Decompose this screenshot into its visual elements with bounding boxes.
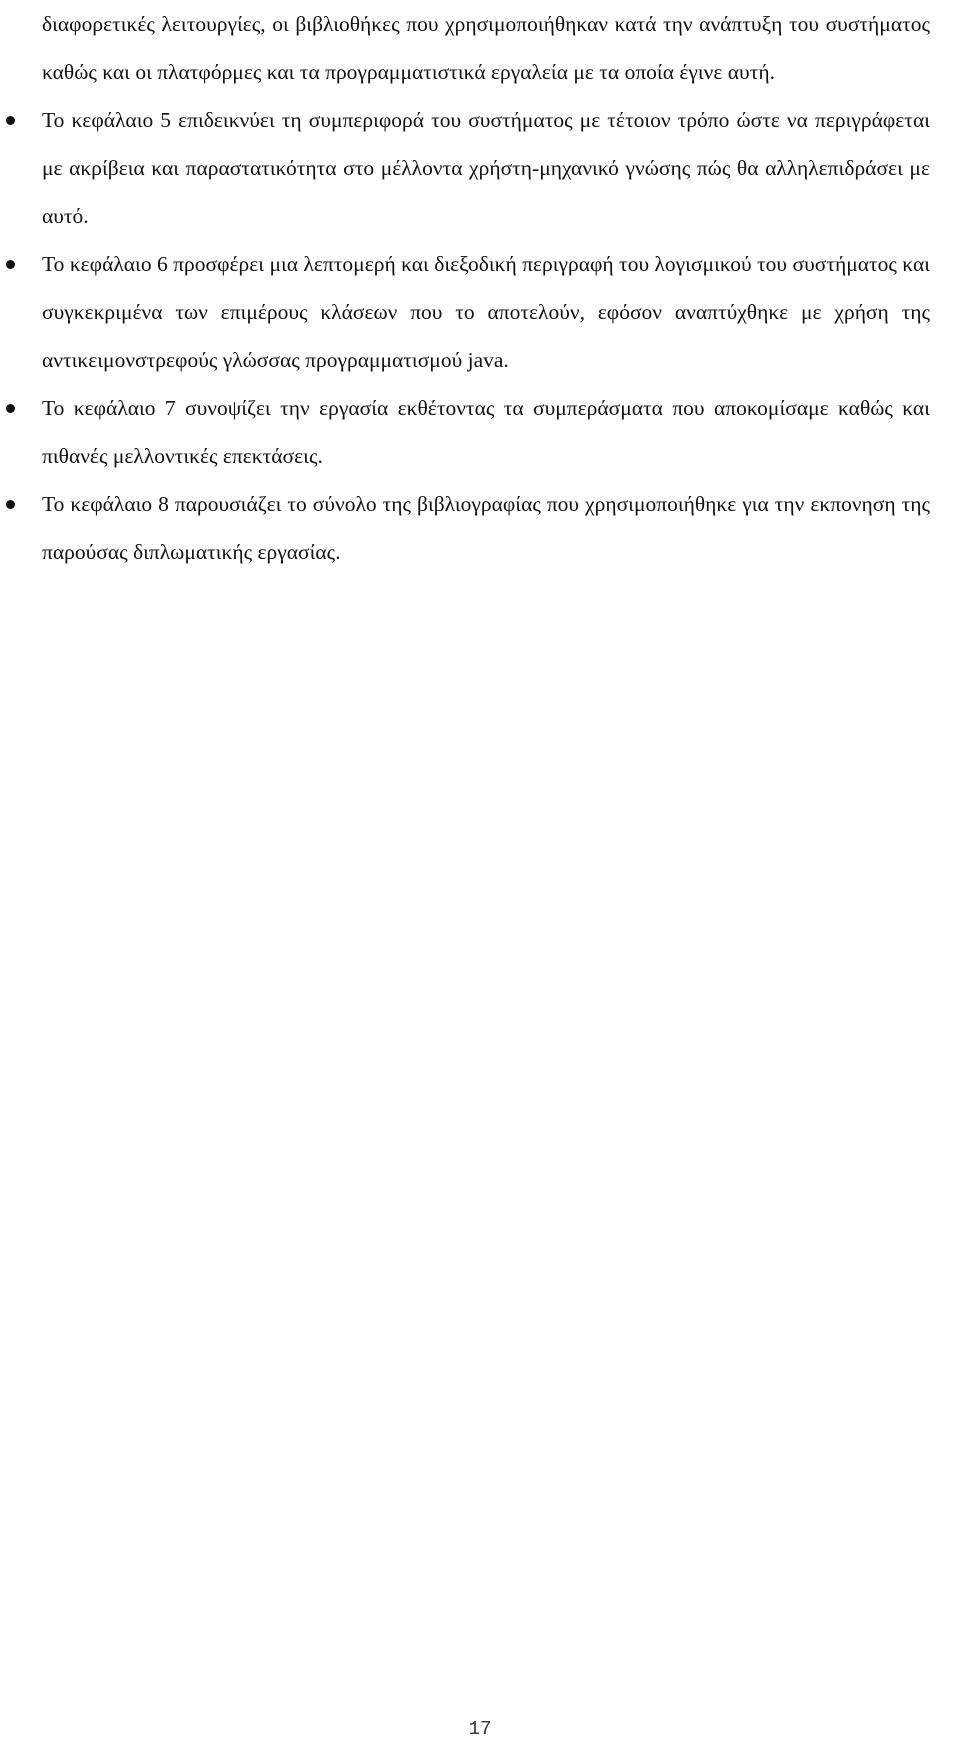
list-item-text: Το κεφάλαιο 7 συνοψίζει την εργασία εκθέτοντας τα συμπεράσματα που αποκομίσαμε καθώς και πιθανές μελλοντικές επεκτάσεις. xyxy=(42,396,930,468)
list-item-text: Το κεφάλαιο 8 παρουσιάζει το σύνολο της βιβλιογραφίας που χρησιμοποιήθηκε για την εκπονηση της παρούσας διπλωματικής εργασίας. xyxy=(42,492,930,564)
bullet-icon xyxy=(6,116,15,125)
chapter-list xyxy=(42,96,930,576)
body-text xyxy=(42,0,930,576)
list-item-text: Το κεφάλαιο 6 προσφέρει μια λεπτομερή και διεξοδική περιγραφή του λογισμικού του συστήματος και συγκεκριμένα των επιμέρους κλάσεων που το αποτελούν, εφόσον αναπτύχθηκε με χρήση της αντικειμονστρεφούς γλώσσας προγραμματισμού java. xyxy=(42,252,930,372)
list-item xyxy=(42,240,930,384)
bullet-icon xyxy=(6,404,15,413)
continuation-paragraph: διαφορετικές λειτουργίες, οι βιβλιοθήκες που χρησιμοποιήθηκαν κατά την ανάπτυξη του συστήματος καθώς και οι πλατφόρμες και τα προγραμματιστικά εργαλεία με τα οποία έγινε αυτή. xyxy=(42,12,930,84)
list-item-text: Το κεφάλαιο 5 επιδεικνύει τη συμπεριφορά του συστήματος με τέτοιον τρόπο ώστε να περιγράφεται με ακρίβεια και παραστατικότητα στο μέλλοντα χρήστη-μηχανικό γνώσης πώς θα αλληλεπιδράσει με αυτό. xyxy=(42,108,930,228)
page-number: 17 xyxy=(468,1718,492,1740)
list-item xyxy=(42,384,930,480)
list-item xyxy=(42,480,930,576)
bullet-icon xyxy=(6,260,15,269)
list-item xyxy=(42,96,930,240)
bullet-icon xyxy=(6,500,15,509)
